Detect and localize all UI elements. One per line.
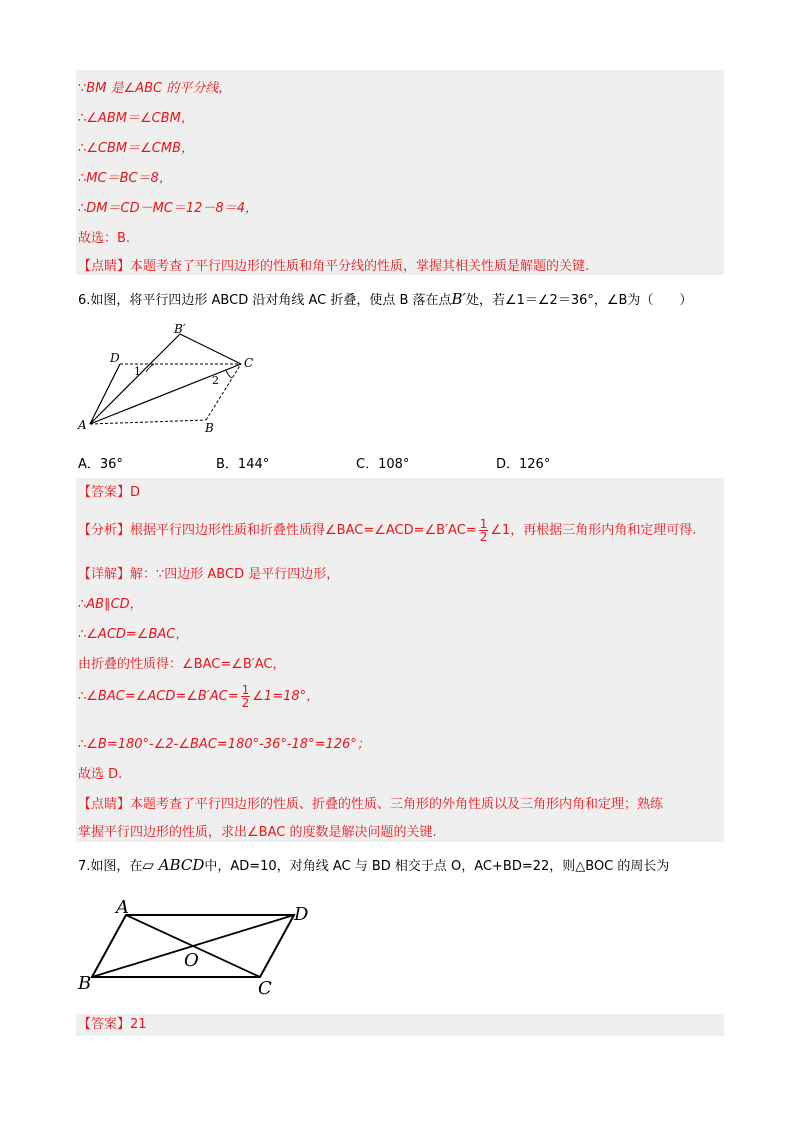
solution-line: ∴DM＝CD－MC＝12－8＝4，: [78, 201, 258, 216]
comment-q5: [78, 258, 589, 276]
solution-line: ∴∠ABM＝∠CBM，: [78, 111, 194, 126]
q7-answer: [78, 1016, 147, 1034]
detail-text: 解：∵四边形 ABCD 是平行四边形，: [130, 567, 340, 582]
q6-angle-2-arc: [226, 370, 232, 378]
q6-option-c[interactable]: C．108°: [356, 457, 410, 472]
q6-answer: [78, 484, 140, 502]
answer-value: 21: [130, 1017, 147, 1032]
analysis-prefix: 根据平行四边形性质和折叠性质得∠BAC=∠ACD=∠B′AC=: [130, 523, 477, 538]
q6-analysis: [78, 516, 696, 546]
comment-label: 【点睛】: [78, 259, 131, 274]
stem-prefix: 6.如图，将平行四边形 ABCD 沿对角线 AC 折叠，使点 B 落在点: [78, 293, 452, 308]
q6-edge-BC: [206, 364, 241, 420]
q6-figure: [76, 320, 276, 435]
solution-line: ∴MC＝BC＝8，: [78, 171, 172, 186]
detail-frac-prefix: ∴∠BAC=∠ACD=∠B′AC=: [78, 689, 239, 704]
q6-label-2: 2: [212, 374, 219, 387]
q6-edge-AB: [90, 420, 206, 424]
q6-detail-first: [78, 566, 339, 584]
q6-option-a[interactable]: A．36°: [78, 457, 123, 472]
solution-block-q5: [76, 70, 724, 275]
q6-label-B-prime: B′: [174, 322, 186, 336]
solution-line: 故选：B.: [78, 231, 131, 246]
q6-label-B: B: [205, 421, 214, 435]
detail-frac-line: [78, 682, 319, 712]
comment-text: 本题考查了平行四边形的性质、折叠的性质、三角形的外角性质以及三角形内角和定理；熟练: [130, 797, 664, 812]
stem-suffix: 中，AD=10，对角线 AC 与 BD 相交于点 O，AC+BD=22，则△BOC 的周长为: [204, 859, 670, 874]
q7-label-D: D: [294, 904, 309, 925]
solution-line: ∵BM 是∠ABC 的平分线，: [78, 81, 232, 96]
solution-line: ∴∠CBM＝∠CMB，: [78, 141, 195, 156]
comment-label: 【点睛】: [78, 797, 131, 812]
q6-comment-line1: [78, 796, 663, 814]
q6-angle-1-arc: [146, 364, 154, 372]
answer-value: D: [130, 485, 141, 500]
solution-block-q7: [76, 1014, 724, 1036]
stem-parallelogram: ▱ ABCD: [142, 856, 205, 874]
q6-edge-AD: [90, 364, 120, 424]
q6-diagonal-AC: [90, 364, 241, 424]
fraction-half: $\frac{1}{2}$: [479, 517, 488, 544]
fraction-half: $\frac{1}{2}$: [241, 683, 250, 710]
q6-edge-B-prime-C: [180, 334, 241, 364]
answer-label: 【答案】: [78, 485, 131, 500]
q6-label-D: D: [110, 351, 120, 365]
answer-label: 【答案】: [78, 1017, 131, 1032]
q6-edge-AB-prime: [90, 334, 180, 424]
question-7-stem: [78, 856, 669, 876]
analysis-label: 【分析】: [78, 523, 131, 538]
q6-label-A: A: [78, 418, 87, 432]
q6-option-b[interactable]: B．144°: [216, 457, 270, 472]
stem-prefix: 7.如图，在: [78, 859, 143, 874]
stem-point: B′: [451, 290, 466, 308]
detail-label: 【详解】: [78, 567, 131, 582]
detail-line: ∴AB∥CD，: [78, 597, 143, 612]
q6-option-d[interactable]: D．126°: [496, 457, 551, 472]
analysis-suffix: ∠1，再根据三角形内角和定理可得.: [490, 523, 697, 538]
q7-label-A: A: [116, 897, 129, 918]
q7-label-O: O: [184, 950, 199, 971]
q6-comment-line2: 掌握平行四边形的性质，求出∠BAC 的度数是解决问题的关键.: [78, 825, 437, 840]
q7-label-C: C: [258, 978, 272, 999]
detail-line: ∴∠B=180°-∠2-∠BAC=180°-36°-18°=126°；: [78, 737, 370, 752]
detail-line: 由折叠的性质得：∠BAC=∠B′AC，: [78, 657, 286, 672]
comment-text: 本题考查了平行四边形的性质和角平分线的性质，掌握其相关性质是解题的关键.: [130, 259, 590, 274]
q7-label-B: B: [78, 973, 92, 994]
q6-label-1: 1: [134, 365, 141, 378]
detail-frac-suffix: ∠1=18°，: [252, 689, 320, 704]
q6-label-C: C: [244, 356, 254, 370]
detail-choose: 故选 D.: [78, 767, 123, 782]
stem-suffix: 处，若∠1＝∠2＝36°，∠B为（ ）: [465, 293, 693, 308]
detail-line: ∴∠ACD=∠BAC，: [78, 627, 189, 642]
q7-figure: [76, 893, 326, 1003]
question-6-stem: [78, 290, 692, 310]
